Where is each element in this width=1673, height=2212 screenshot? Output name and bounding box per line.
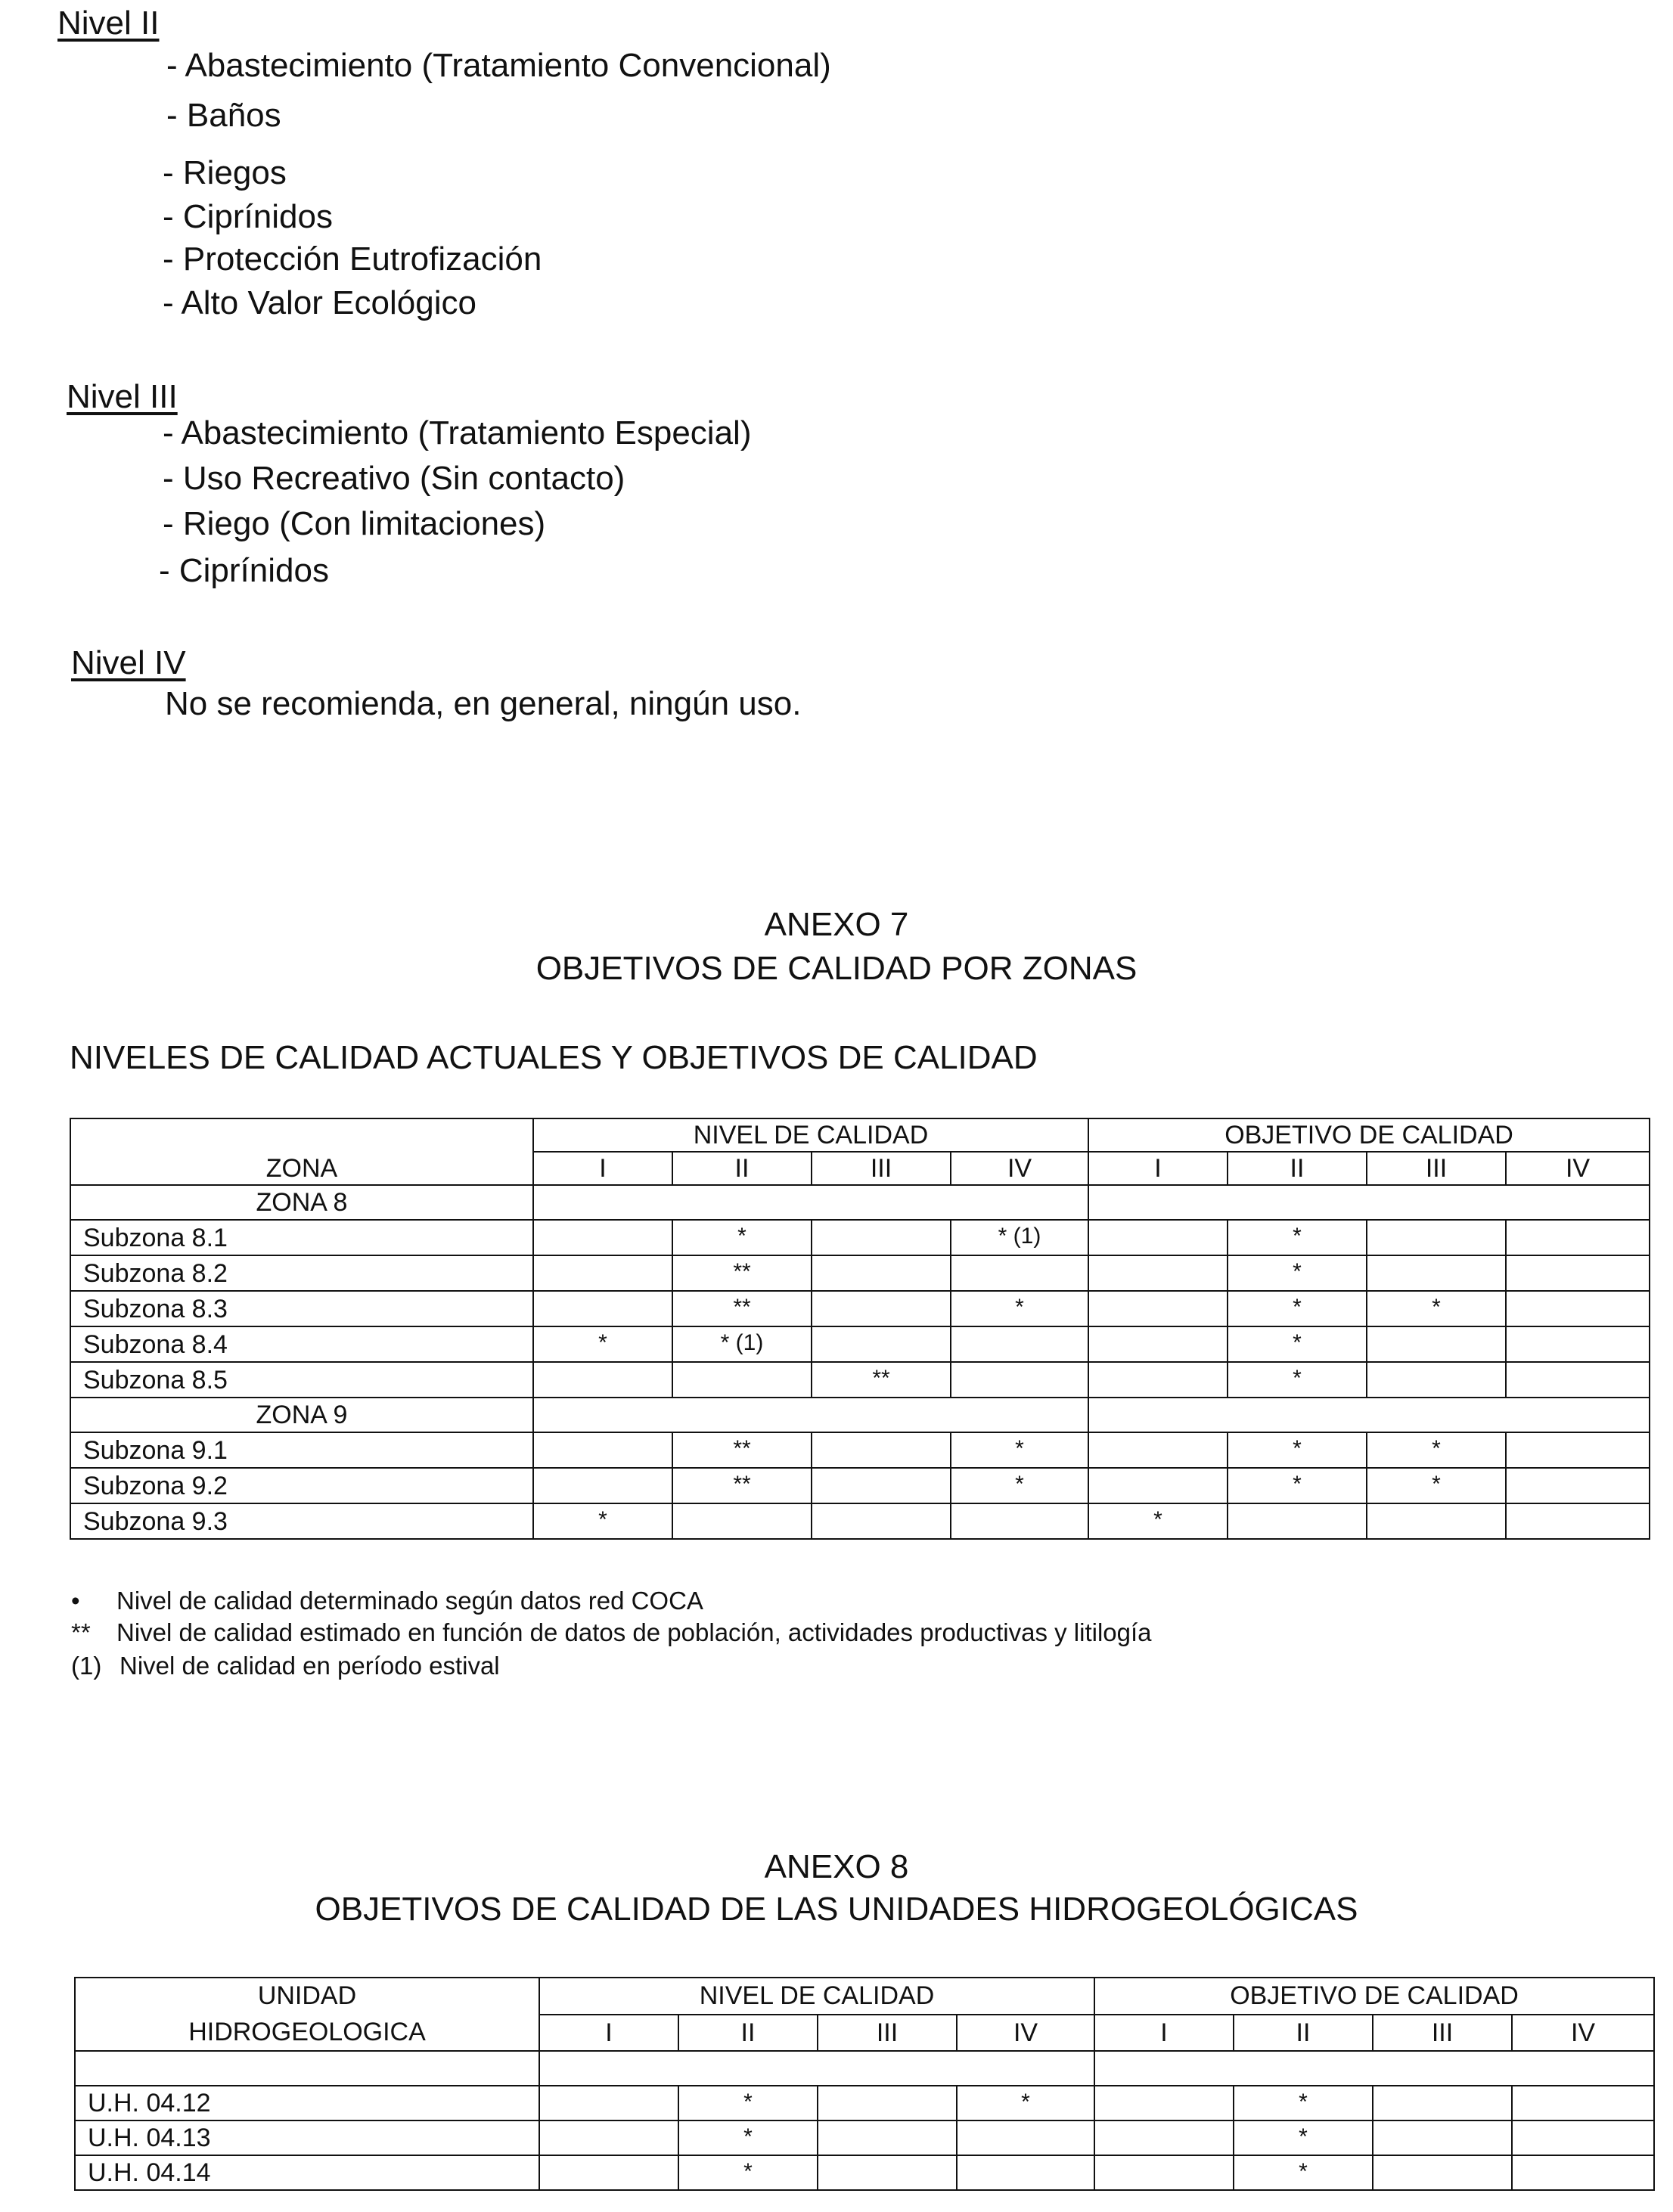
nivel-de-calidad-header: NIVEL DE CALIDAD bbox=[539, 1978, 1094, 2015]
objetivo-cell: * bbox=[1228, 1432, 1367, 1468]
unidad-header-line-1: UNIDAD bbox=[257, 1981, 357, 2010]
level-header-objetivo: III bbox=[1367, 1152, 1506, 1185]
unidad-header bbox=[75, 1978, 539, 2051]
objetivo-cell: * bbox=[1228, 1468, 1367, 1503]
nivel-cell bbox=[812, 1432, 951, 1468]
objetivo-cell bbox=[1088, 1291, 1228, 1326]
level-header-nivel: I bbox=[533, 1152, 672, 1185]
table-row bbox=[70, 1255, 1650, 1291]
footnote bbox=[71, 1587, 703, 1615]
objetivo-cell: * bbox=[1234, 2120, 1373, 2155]
nivel-cell: ** bbox=[672, 1291, 812, 1326]
table-row bbox=[70, 1362, 1650, 1398]
objetivo-cell: * bbox=[1234, 2155, 1373, 2190]
subzone-name: Subzona 8.2 bbox=[70, 1255, 533, 1291]
objetivo-cell: * bbox=[1228, 1255, 1367, 1291]
anexo-7-label: ANEXO 7 bbox=[764, 906, 909, 943]
nivel-cell bbox=[533, 1220, 672, 1255]
nivel-cell: * bbox=[678, 2155, 818, 2190]
table-row bbox=[70, 1468, 1650, 1503]
level-header-objetivo: I bbox=[1094, 2015, 1234, 2052]
objetivo-cell bbox=[1506, 1291, 1650, 1326]
anexo-8-label: ANEXO 8 bbox=[764, 1848, 909, 1885]
objetivo-cell bbox=[1373, 2120, 1512, 2155]
nivel-cell bbox=[818, 2120, 957, 2155]
footnote-text: Nivel de calidad estimado en función de datos de población, actividades productivas y litilogía bbox=[116, 1618, 1152, 1646]
nivel-cell bbox=[533, 1255, 672, 1291]
anexo-8-title: OBJETIVOS DE CALIDAD DE LAS UNIDADES HIDROGEOLÓGICAS bbox=[315, 1891, 1358, 1928]
nivel-cell bbox=[812, 1503, 951, 1539]
nivel-cell bbox=[812, 1220, 951, 1255]
level-header-nivel: II bbox=[678, 2015, 818, 2052]
subzone-name: Subzona 8.1 bbox=[70, 1220, 533, 1255]
nivel-iii-item: - Uso Recreativo (Sin contacto) bbox=[163, 460, 625, 497]
nivel-iii-item: - Abastecimiento (Tratamiento Especial) bbox=[163, 414, 752, 451]
zone-group-label: ZONA 8 bbox=[70, 1185, 533, 1220]
objetivo-cell bbox=[1367, 1503, 1506, 1539]
objetivo-cell bbox=[1512, 2086, 1654, 2120]
nivel-iv-text: No se recomienda, en general, ningún uso. bbox=[165, 685, 802, 722]
objetivo-cell bbox=[1506, 1468, 1650, 1503]
nivel-ii-item: - Protección Eutrofización bbox=[163, 240, 542, 278]
unidad-name: U.H. 04.14 bbox=[75, 2155, 539, 2190]
objetivo-cell bbox=[1088, 1362, 1228, 1398]
blank-spacer bbox=[539, 2051, 1094, 2086]
table-row bbox=[75, 2120, 1654, 2155]
nivel-ii-item: - Ciprínidos bbox=[163, 198, 333, 235]
nivel-cell bbox=[951, 1326, 1088, 1362]
nivel-iii-item: - Ciprínidos bbox=[159, 552, 329, 589]
nivel-cell bbox=[672, 1362, 812, 1398]
objetivo-cell bbox=[1506, 1432, 1650, 1468]
nivel-cell bbox=[951, 1255, 1088, 1291]
nivel-cell bbox=[957, 2155, 1094, 2190]
table-row bbox=[70, 1503, 1650, 1539]
table-row bbox=[75, 2086, 1654, 2120]
objetivo-cell: * bbox=[1228, 1326, 1367, 1362]
nivel-cell bbox=[812, 1291, 951, 1326]
nivel-cell bbox=[812, 1326, 951, 1362]
objetivo-cell bbox=[1088, 1220, 1228, 1255]
objetivo-cell bbox=[1367, 1326, 1506, 1362]
nivel-cell: * bbox=[951, 1291, 1088, 1326]
nivel-cell: ** bbox=[812, 1362, 951, 1398]
nivel-cell bbox=[533, 1291, 672, 1326]
footnote-symbol: ** bbox=[71, 1618, 91, 1646]
anexo-7-section-title: NIVELES DE CALIDAD ACTUALES Y OBJETIVOS DE CALIDAD bbox=[70, 1039, 1038, 1076]
nivel-cell bbox=[951, 1503, 1088, 1539]
objetivo-cell bbox=[1228, 1503, 1367, 1539]
objetivo-cell bbox=[1367, 1362, 1506, 1398]
subzone-name: Subzona 8.5 bbox=[70, 1362, 533, 1398]
nivel-cell bbox=[812, 1255, 951, 1291]
nivel-iii-item: - Riego (Con limitaciones) bbox=[163, 505, 546, 542]
footnote-text: Nivel de calidad determinado según datos red COCA bbox=[116, 1587, 703, 1615]
subzone-name: Subzona 9.2 bbox=[70, 1468, 533, 1503]
nivel-cell bbox=[539, 2086, 678, 2120]
nivel-cell bbox=[818, 2086, 957, 2120]
nivel-cell: * bbox=[672, 1220, 812, 1255]
nivel-cell bbox=[957, 2120, 1094, 2155]
objetivo-cell bbox=[1367, 1220, 1506, 1255]
objetivo-cell: * bbox=[1367, 1468, 1506, 1503]
objetivo-cell bbox=[1506, 1255, 1650, 1291]
footnote-symbol: • bbox=[71, 1587, 80, 1615]
nivel-cell: * (1) bbox=[951, 1220, 1088, 1255]
footnote bbox=[71, 1618, 1152, 1647]
objetivo-cell bbox=[1506, 1362, 1650, 1398]
unidad-name: U.H. 04.13 bbox=[75, 2120, 539, 2155]
nivel-cell: * bbox=[533, 1503, 672, 1539]
blank-spacer bbox=[75, 2051, 539, 2086]
nivel-cell bbox=[533, 1362, 672, 1398]
nivel-cell bbox=[533, 1432, 672, 1468]
level-header-nivel: II bbox=[672, 1152, 812, 1185]
nivel-cell: ** bbox=[672, 1468, 812, 1503]
footnote-text: Nivel de calidad en período estival bbox=[120, 1652, 500, 1680]
nivel-cell: * (1) bbox=[672, 1326, 812, 1362]
nivel-ii-item: - Riegos bbox=[163, 154, 287, 191]
level-header-objetivo: IV bbox=[1506, 1152, 1650, 1185]
nivel-iv-heading: Nivel IV bbox=[71, 644, 186, 681]
nivel-ii-item: - Baños bbox=[166, 97, 281, 134]
objetivo-cell: * bbox=[1228, 1220, 1367, 1255]
subzone-name: Subzona 9.3 bbox=[70, 1503, 533, 1539]
nivel-cell: * bbox=[678, 2120, 818, 2155]
zone-group-spacer bbox=[533, 1398, 1088, 1432]
objetivo-cell: * bbox=[1367, 1432, 1506, 1468]
anexo-7-table bbox=[70, 1118, 1650, 1540]
nivel-ii-item: - Alto Valor Ecológico bbox=[163, 284, 476, 321]
nivel-cell bbox=[951, 1362, 1088, 1398]
table-row bbox=[70, 1432, 1650, 1468]
level-header-nivel: III bbox=[818, 2015, 957, 2052]
nivel-ii-heading: Nivel II bbox=[57, 5, 160, 42]
zona-header: ZONA bbox=[70, 1118, 533, 1185]
subzone-name: Subzona 8.4 bbox=[70, 1326, 533, 1362]
level-header-nivel: III bbox=[812, 1152, 951, 1185]
objetivo-cell bbox=[1088, 1468, 1228, 1503]
zone-group-spacer bbox=[1088, 1185, 1650, 1220]
anexo-8-table bbox=[74, 1977, 1655, 2191]
subzone-name: Subzona 9.1 bbox=[70, 1432, 533, 1468]
zone-group-spacer bbox=[533, 1185, 1088, 1220]
blank-spacer bbox=[1094, 2051, 1654, 2086]
nivel-cell: * bbox=[951, 1432, 1088, 1468]
nivel-cell: * bbox=[533, 1326, 672, 1362]
unidad-name: U.H. 04.12 bbox=[75, 2086, 539, 2120]
footnote-symbol: (1) bbox=[71, 1652, 102, 1680]
nivel-cell: * bbox=[951, 1468, 1088, 1503]
nivel-cell bbox=[533, 1468, 672, 1503]
nivel-cell bbox=[539, 2120, 678, 2155]
footnote bbox=[71, 1652, 500, 1680]
objetivo-cell bbox=[1088, 1326, 1228, 1362]
objetivo-cell bbox=[1512, 2155, 1654, 2190]
objetivo-cell bbox=[1506, 1326, 1650, 1362]
nivel-cell: ** bbox=[672, 1255, 812, 1291]
level-header-nivel: IV bbox=[957, 2015, 1094, 2052]
level-header-nivel: I bbox=[539, 2015, 678, 2052]
level-header-objetivo: IV bbox=[1512, 2015, 1654, 2052]
table-row bbox=[70, 1291, 1650, 1326]
subzone-name: Subzona 8.3 bbox=[70, 1291, 533, 1326]
table-row bbox=[75, 2155, 1654, 2190]
objetivo-cell bbox=[1094, 2086, 1234, 2120]
objetivo-cell bbox=[1506, 1220, 1650, 1255]
zone-group-label: ZONA 9 bbox=[70, 1398, 533, 1432]
objetivo-cell bbox=[1506, 1503, 1650, 1539]
objetivo-cell bbox=[1373, 2086, 1512, 2120]
objetivo-cell: * bbox=[1088, 1503, 1228, 1539]
nivel-cell: * bbox=[957, 2086, 1094, 2120]
anexo-7-title: OBJETIVOS DE CALIDAD POR ZONAS bbox=[535, 950, 1138, 987]
nivel-ii-item: - Abastecimiento (Tratamiento Convencional) bbox=[166, 47, 831, 84]
table-row bbox=[70, 1220, 1650, 1255]
level-header-nivel: IV bbox=[951, 1152, 1088, 1185]
objetivo-cell bbox=[1373, 2155, 1512, 2190]
nivel-de-calidad-header: NIVEL DE CALIDAD bbox=[533, 1118, 1088, 1152]
objetivo-cell bbox=[1094, 2120, 1234, 2155]
objetivo-de-calidad-header: OBJETIVO DE CALIDAD bbox=[1094, 1978, 1654, 2015]
nivel-cell bbox=[539, 2155, 678, 2190]
objetivo-cell bbox=[1094, 2155, 1234, 2190]
objetivo-cell: * bbox=[1228, 1362, 1367, 1398]
objetivo-cell: * bbox=[1228, 1291, 1367, 1326]
unidad-header-line-2: HIDROGEOLOGICA bbox=[188, 2017, 426, 2046]
nivel-cell: * bbox=[678, 2086, 818, 2120]
objetivo-cell: * bbox=[1234, 2086, 1373, 2120]
nivel-cell: ** bbox=[672, 1432, 812, 1468]
nivel-cell bbox=[812, 1468, 951, 1503]
objetivo-cell bbox=[1512, 2120, 1654, 2155]
level-header-objetivo: II bbox=[1234, 2015, 1373, 2052]
level-header-objetivo: III bbox=[1373, 2015, 1512, 2052]
objetivo-cell bbox=[1088, 1432, 1228, 1468]
nivel-cell bbox=[818, 2155, 957, 2190]
level-header-objetivo: I bbox=[1088, 1152, 1228, 1185]
objetivo-cell: * bbox=[1367, 1291, 1506, 1326]
objetivo-cell bbox=[1367, 1255, 1506, 1291]
level-header-objetivo: II bbox=[1228, 1152, 1367, 1185]
table-row bbox=[70, 1326, 1650, 1362]
zone-group-spacer bbox=[1088, 1398, 1650, 1432]
objetivo-de-calidad-header: OBJETIVO DE CALIDAD bbox=[1088, 1118, 1650, 1152]
objetivo-cell bbox=[1088, 1255, 1228, 1291]
nivel-cell bbox=[672, 1503, 812, 1539]
nivel-iii-heading: Nivel III bbox=[67, 378, 178, 415]
